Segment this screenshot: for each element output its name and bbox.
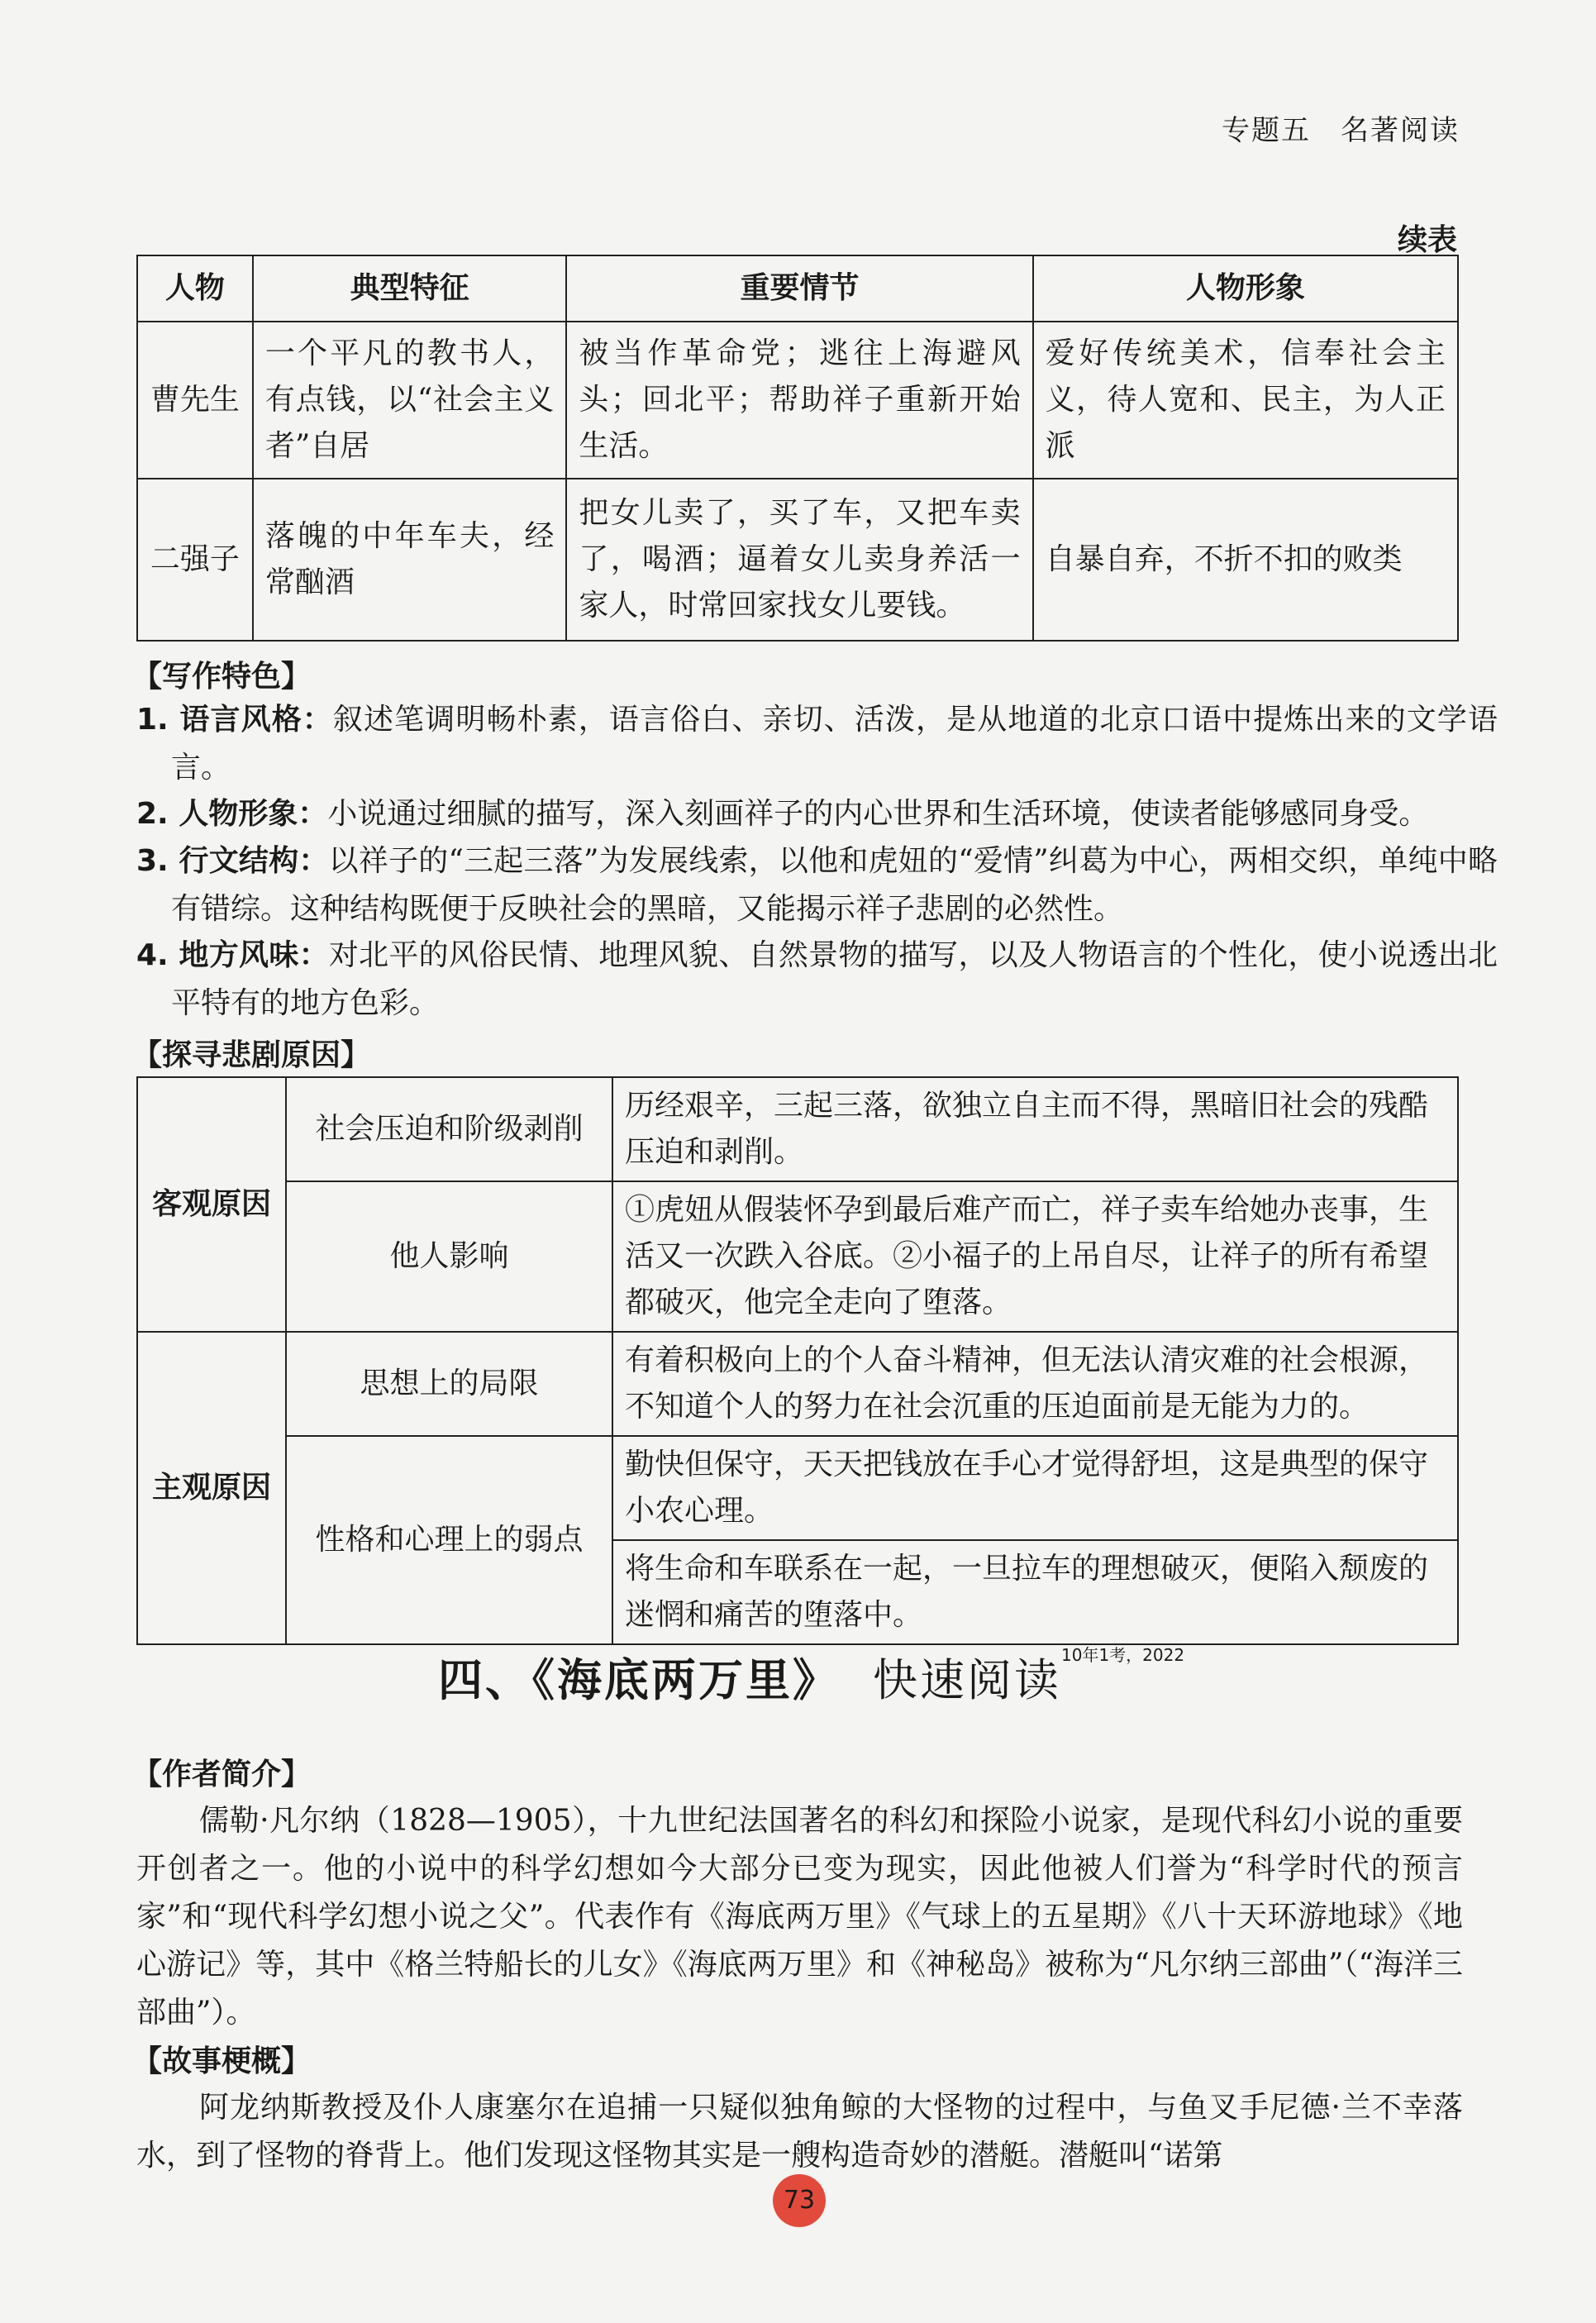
section-title-main: 四、《海底两万里》: [438, 1654, 840, 1706]
cause-text: 历经艰辛，三起三落，欲独立自主而不得，黑暗旧社会的残酷压迫和剥削。: [612, 1077, 1458, 1181]
character-plot: 被当作革命党；逃往上海避风头；回北平；帮助祥子重新开始生活。: [566, 322, 1032, 479]
item-lead: 4. 地方风味：: [136, 938, 329, 972]
cause-sub: 性格和心理上的弱点: [286, 1436, 612, 1644]
character-name: 二强子: [137, 479, 253, 641]
table-row: [137, 1436, 1458, 1540]
item-text: 对北平的风俗民情、地理风貌、自然景物的描写，以及人物语言的个性化，使小说透出北平特有的地方色彩。: [171, 938, 1498, 1020]
cause-text: 将生命和车联系在一起，一旦拉车的理想破灭，便陷入颓废的迷惘和痛苦的堕落中。: [612, 1540, 1458, 1644]
tragedy-table: [136, 1076, 1459, 1645]
section-title-sub: 快速阅读: [873, 1654, 1061, 1706]
character-feature: 落魄的中年车夫，经常酗酒: [253, 479, 567, 641]
table-header-row: [137, 255, 1458, 322]
character-image: 爱好传统美术，信奉社会主义，待人宽和、民主，为人正派: [1033, 322, 1458, 479]
writing-item: [136, 696, 1498, 792]
item-lead: 1. 语言风格：: [136, 703, 333, 737]
exam-note: 10年1考，2022: [1061, 1645, 1185, 1665]
cause-text: 有着积极向上的个人奋斗精神，但无法认清灾难的社会根源，不知道个人的努力在社会沉重的压迫面前是无能为力的。: [612, 1332, 1458, 1436]
writing-item: [136, 932, 1498, 1028]
tragedy-label: 【探寻悲剧原因】: [132, 1038, 371, 1072]
objective-cause: 客观原因: [137, 1077, 286, 1332]
page-number: 73: [773, 2174, 826, 2227]
item-lead: 2. 人物形象：: [136, 797, 328, 831]
header-topic: 专题五: [1222, 114, 1311, 147]
writing-item: [136, 837, 1498, 933]
character-plot: 把女儿卖了，买了车，又把车卖了，喝酒；逼着女儿卖身养活一家人，时常回家找女儿要钱。: [566, 479, 1032, 641]
table-row: [137, 1077, 1458, 1181]
writing-features-label: 【写作特色】: [132, 660, 312, 694]
header-subject: 名著阅读: [1341, 114, 1460, 147]
header-image: 人物形象: [1033, 255, 1458, 322]
cause-text: ①虎妞从假装怀孕到最后难产而亡，祥子卖车给她办丧事，生活又一次跌入谷底。②小福子的上吊自尽，让祥子的所有希望都破灭，他完全走向了堕落。: [612, 1181, 1458, 1332]
cause-sub: 思想上的局限: [286, 1332, 612, 1436]
character-feature: 一个平凡的教书人，有点钱，以“社会主义者”自居: [253, 322, 567, 479]
character-table: [136, 255, 1459, 642]
table-row: [137, 479, 1458, 641]
section-title: [438, 1645, 1184, 1709]
header-feature: 典型特征: [253, 255, 567, 322]
subjective-cause: 主观原因: [137, 1332, 286, 1644]
table-row: [137, 1181, 1458, 1332]
writing-item: [136, 790, 1498, 838]
character-image: 自暴自弃，不折不扣的败类: [1033, 479, 1458, 641]
page-header: [1222, 107, 1460, 148]
story-label: 【故事梗概】: [132, 2044, 312, 2078]
item-text: 叙述笔调明畅朴素，语言俗白、亲切、活泼，是从地道的北京口语中提炼出来的文学语言。: [171, 703, 1498, 785]
item-text: 小说通过细腻的描写，深入刻画祥子的内心世界和生活环境，使读者能够感同身受。: [327, 797, 1429, 831]
table-row: [137, 322, 1458, 479]
cause-text: 勤快但保守，天天把钱放在手心才觉得舒坦，这是典型的保守小农心理。: [612, 1436, 1458, 1540]
table-row: [137, 1332, 1458, 1436]
author-paragraph: 儒勒·凡尔纳（1828—1905），十九世纪法国著名的科幻和探险小说家，是现代科幻小说的重要开创者之一。他的小说中的科学幻想如今大部分已变为现实，因此他被人们誉为“科学时代的预言家”和“现代科学幻想小说之父”。代表作有《海底两万里》《气球上的五星期》《八十天环游地球》《地心游记》等，其中《格兰特船长的儿女》《海底两万里》和《神秘岛》被称为“凡尔纳三部曲”（“海洋三部曲”）。: [136, 1804, 1463, 2030]
header-plot: 重要情节: [566, 255, 1032, 322]
story-paragraph: 阿龙纳斯教授及仆人康塞尔在追捕一只疑似独角鲸的大怪物的过程中，与鱼叉手尼德·兰不幸落水，到了怪物的脊背上。他们发现这怪物其实是一艘构造奇妙的潜艇。潜艇叫“诺第: [136, 2091, 1463, 2173]
cause-sub: 他人影响: [286, 1181, 612, 1332]
item-text: 以祥子的“三起三落”为发展线索，以他和虎妞的“爱情”纠葛为中心，两相交织，单纯中略有错综。这种结构既便于反映社会的黑暗，又能揭示祥子悲剧的必然性。: [171, 844, 1498, 926]
author-label: 【作者简介】: [132, 1758, 312, 1791]
header-character: 人物: [137, 255, 253, 322]
cause-sub: 社会压迫和阶级剥削: [286, 1077, 612, 1181]
continued-label: 续表: [1397, 223, 1457, 257]
item-lead: 3. 行文结构：: [136, 844, 329, 878]
character-name: 曹先生: [137, 322, 253, 479]
